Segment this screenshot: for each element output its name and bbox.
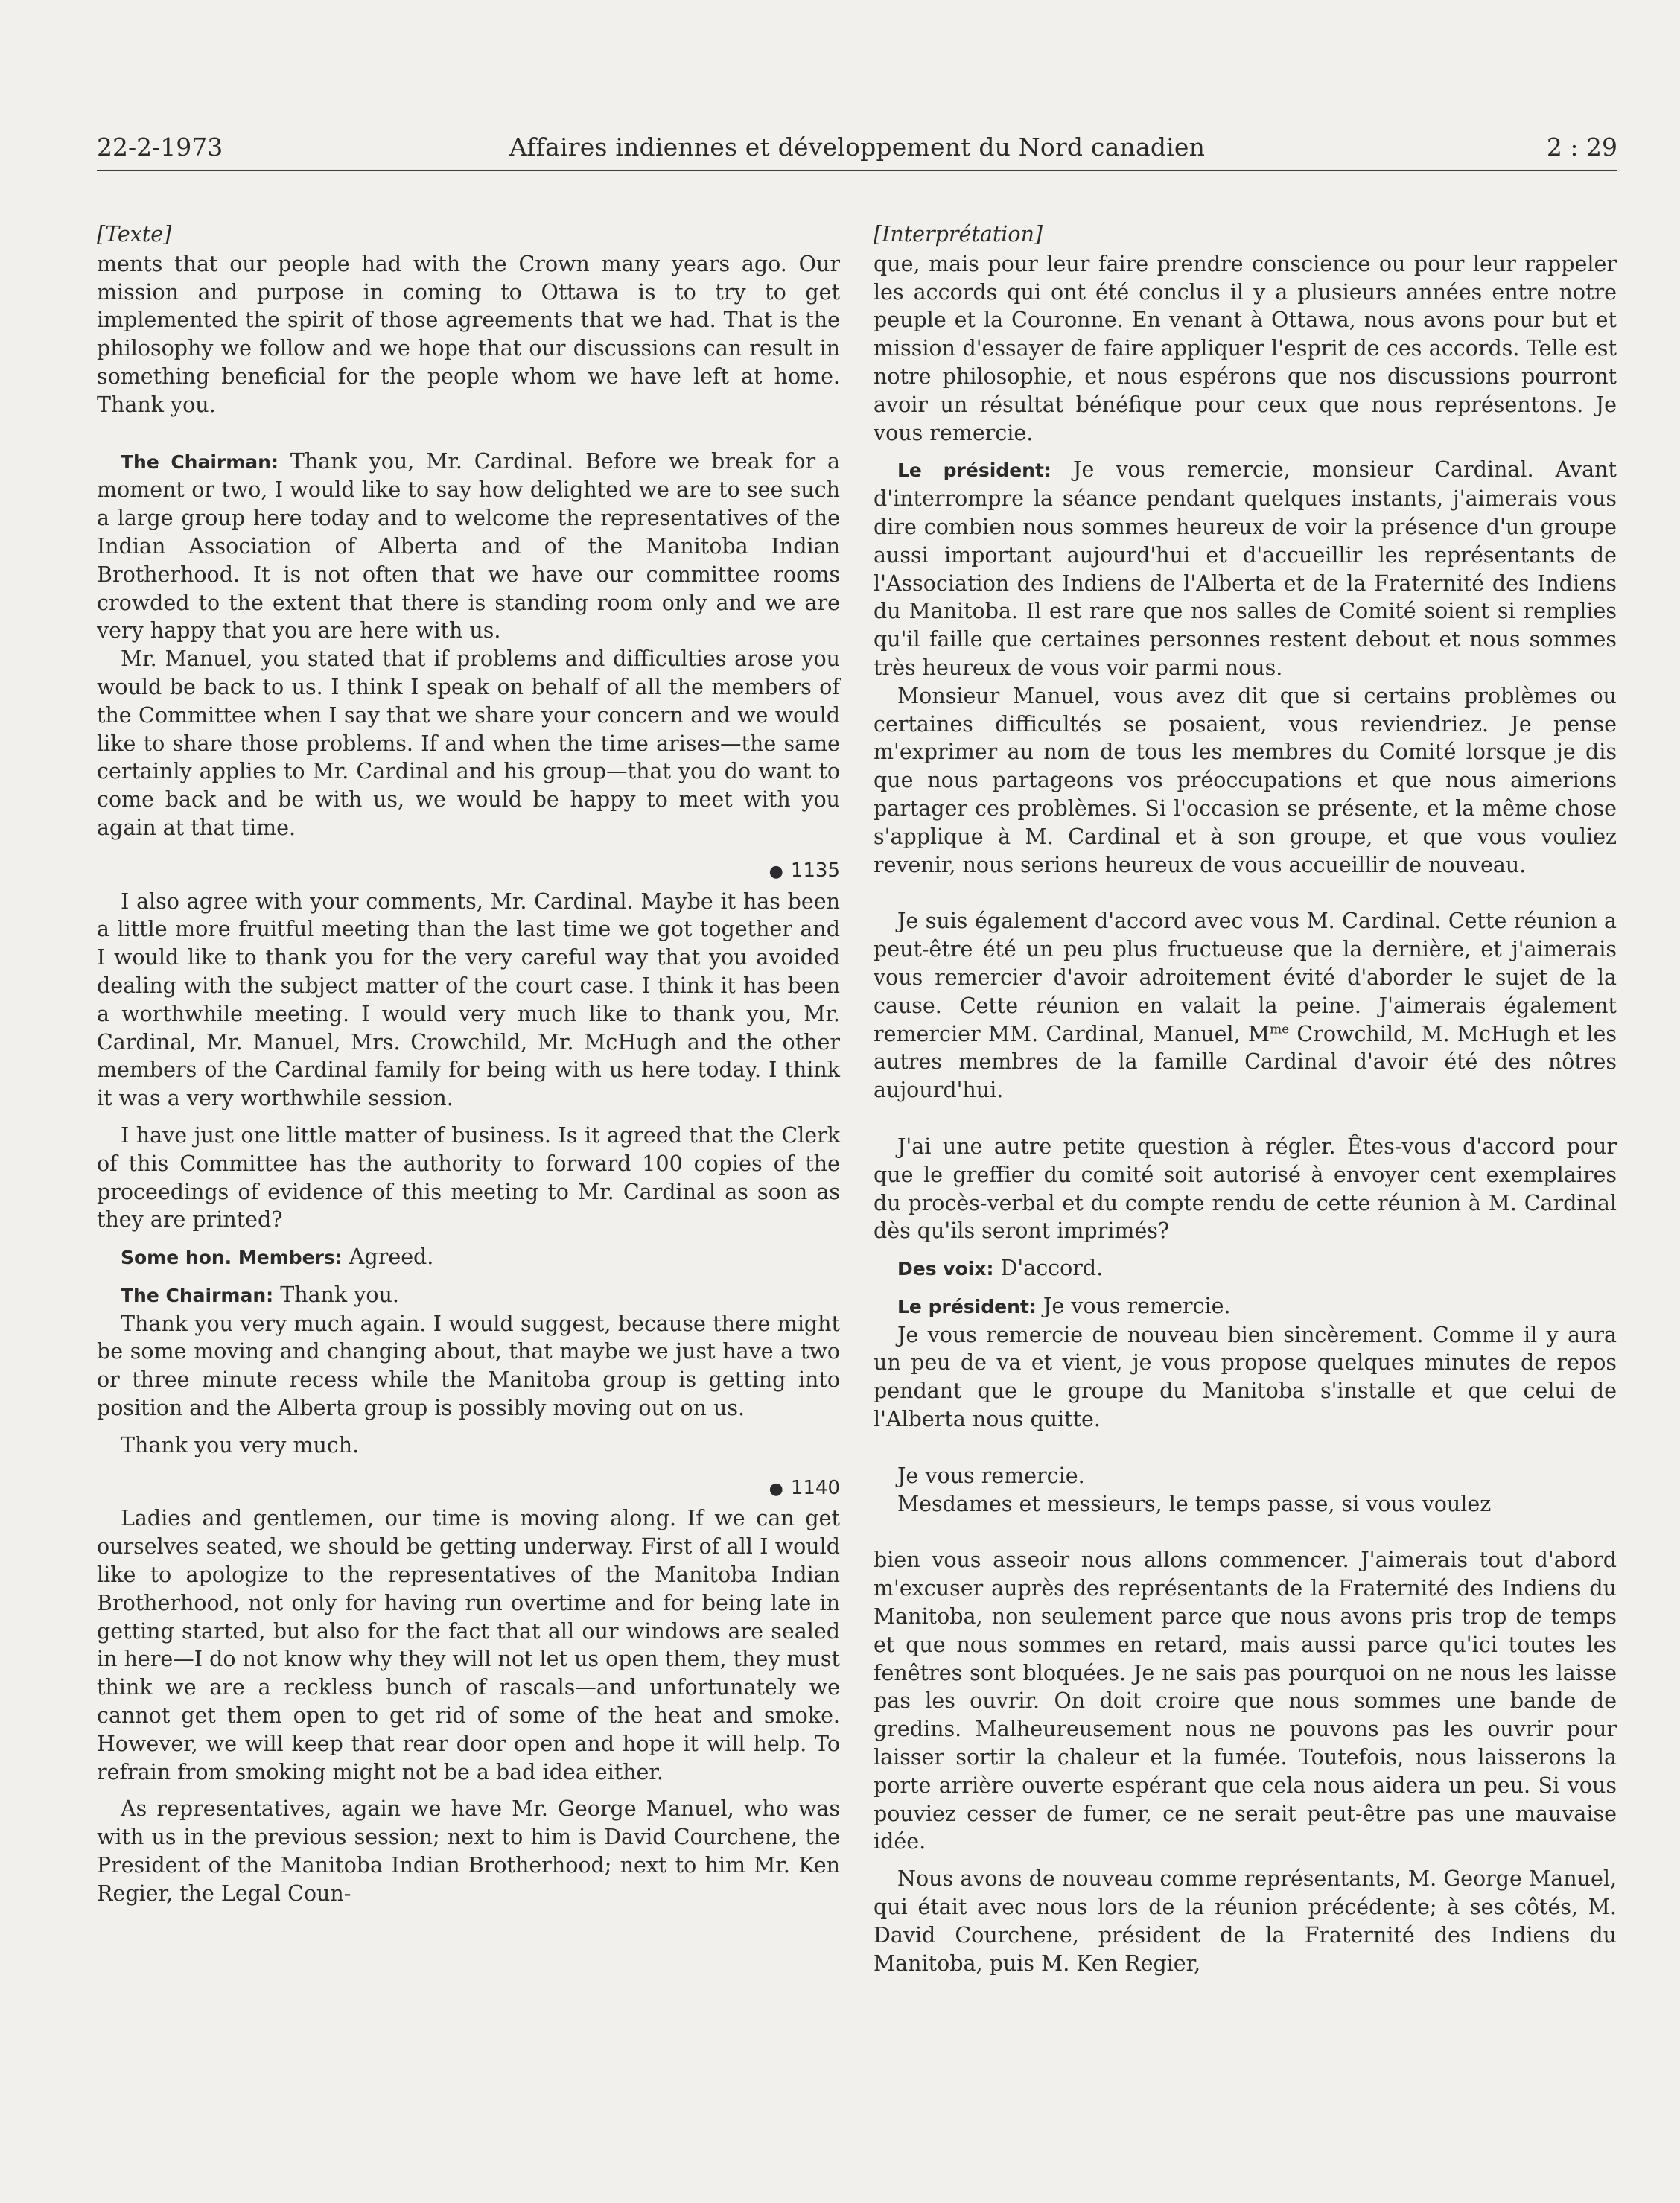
paragraph [874, 1292, 1617, 1321]
speech-text: D'accord. [993, 1256, 1104, 1281]
time-marker: ● 1135 [769, 859, 840, 882]
speech-text: Je vous remercie, monsieur Cardinal. Avant d'interrompre la séance pendant quelques instants, j'aimerais vous dire combien nous sommes heureux de voir la présence d'un groupe aussi important aujourd'hui et d'accueillir les représentants de l'Association des Indiens de l'Alberta et de la Fraternité des Indiens du Manitoba. Il est rare que nos salles de Comité soient si remplies qu'il faille que certaines personnes restent debout et nous sommes très heureux de vous voir parmi nous. [874, 457, 1617, 680]
paragraph: Mesdames et messieurs, le temps passe, si vous voulez [897, 1491, 1492, 1516]
paragraph: I have just one little matter of business. Is it agreed that the Clerk of this Committee has the authority to forward 100 copies of the proceedings of evidence of this meeting to Mr. Cardinal as soon as they are printed? [97, 1122, 840, 1233]
paragraph: Thank you very much. [121, 1432, 360, 1457]
french-column [874, 220, 1617, 1977]
column-label: [Interprétation] [874, 222, 1043, 247]
english-column [97, 220, 840, 1908]
column-label: [Texte] [97, 222, 172, 247]
paragraph: Je suis également d'accord avec vous M. Cardinal. Cette réunion a peut-être été un peu plus fructueuse que la dernière, et j'aimerais vous remercier d'avoir adroitement évité d'aborder le sujet de la cause. Cette réunion en valait la peine. J'aimerais également remercier MM. Cardinal, Manuel, $M^{me}$ Crowchild, M. McHugh et les autres membres de la famille Cardinal d'avoir été des nôtres aujourd'hui. [874, 909, 1617, 1103]
paragraph: Ladies and gentlemen, our time is moving along. If we can get ourselves seated, we should be getting underway. First of all I would like to apologize to the representatives of the Manitoba Indian Brotherhood, not only for having run overtime and for being late in getting started, but also for the fact that all our windows are sealed in here—I do not know why they will not let us open them, they must think we are a reckless bunch of rascals—and unfortunately we cannot get them open to get rid of some of the heat and smoke. However, we will keep that rear door open and hope it will help. To refrain from smoking might not be a bad idea either. [97, 1506, 840, 1784]
header-title: Affaires indiennes et développement du Nord canadien [509, 133, 1206, 162]
speaker-label: Des voix: [897, 1258, 994, 1280]
paragraph: Je vous remercie de nouveau bien sincèrement. Comme il y aura un peu de va et vient, je vous propose quelques minutes de repos pendant que le groupe du Manitoba s'installe et que celui de l'Alberta nous quitte. [874, 1322, 1617, 1432]
running-header [97, 133, 1617, 170]
paragraph [874, 1254, 1617, 1283]
speech-text: Thank you, Mr. Cardinal. Before we break for a moment or two, I would like to say how delighted we are to see such a large group here today and to welcome the representatives of the Indian Association of Alberta and of the Manitoba Indian Brotherhood. It is not often that we have our committee rooms crowded to the extent that there is standing room only and we are very happy that you are here with us. [97, 448, 841, 643]
paragraph: Nous avons de nouveau comme représentants, M. George Manuel, qui était avec nous lors de la réunion précédente; à ses côtés, M. David Courchene, président de la Fraternité des Indiens du Manitoba, puis M. Ken Regier, [874, 1866, 1617, 1976]
paragraph: J'ai une autre petite question à régler. Êtes-vous d'accord pour que le greffier du comité soit autorisé à envoyer cent exemplaires du procès-verbal et du compte rendu de cette réunion à M. Cardinal dès qu'ils seront imprimés? [874, 1134, 1617, 1244]
paragraph [97, 448, 840, 646]
speaker-label: The Chairman: [121, 1284, 274, 1306]
paragraph: ments that our people had with the Crown many years ago. Our mission and purpose in coming to Ottawa is to try to get implemented the spirit of those agreements that we had. That is the philosophy we follow and we hope that our discussions can result in something beneficial for the people whom we have left at home. Thank you. [97, 251, 840, 417]
paragraph [97, 1243, 840, 1272]
paragraph: Thank you very much again. I would suggest, because there might be some moving and changing about, that maybe we just have a two or three minute recess while the Manitoba group is getting into position and the Alberta group is possibly moving out on us. [97, 1311, 840, 1421]
header-date: 22-2-1973 [97, 133, 223, 162]
speech-text: Thank you. [273, 1282, 399, 1307]
paragraph: As representatives, again we have Mr. George Manuel, who was with us in the previous session; next to him is David Courchene, the President of the Manitoba Indian Brotherhood; next to him Mr. Ken Regier, the Legal Coun- [97, 1796, 840, 1906]
paragraph [874, 456, 1617, 681]
speaker-label: The Chairman: [121, 451, 279, 473]
speech-text: Je vous remercie. [1036, 1293, 1231, 1318]
paragraph [97, 1281, 840, 1310]
time-marker: ● 1140 [769, 1476, 840, 1499]
paragraph: que, mais pour leur faire prendre conscience ou pour leur rappeler les accords qui ont été conclus il y a plusieurs années entre notre peuple et la Couronne. En venant à Ottawa, nous avons pour but et mission d'essayer de faire appliquer l'esprit de ces accords. Telle est notre philosophie, et nous espérons que nos discussions pourront avoir un résultat bénéfique pour ceux que nous représentons. Je vous remercie. [874, 251, 1617, 445]
paragraph: I also agree with your comments, Mr. Cardinal. Maybe it has been a little more fruitful meeting than the last time we got together and I would like to thank you for the very careful way that you avoided dealing with the subject matter of the court case. I think it has been a worthwhile meeting. I would very much like to thank you, Mr. Cardinal, Mr. Manuel, Mrs. Crowchild, Mr. McHugh and the other members of the Cardinal family for being with us here today. I think it was a very worthwhile session. [97, 888, 840, 1111]
speaker-label: Le président: [897, 1295, 1037, 1317]
speech-text: Agreed. [342, 1244, 434, 1270]
speaker-label: Some hon. Members: [121, 1247, 343, 1269]
paragraph: Mr. Manuel, you stated that if problems and difficulties arose you would be back to us. I think I speak on behalf of all the members of the Committee when I say that we share your concern and we would like to share those problems. If and when the time arises—the same certainly applies to Mr. Cardinal and his group—that you do want to come back and be with us, we would be happy to meet with you again at that time. [97, 646, 840, 840]
speaker-label: Le président: [897, 460, 1051, 482]
paragraph: bien vous asseoir nous allons commencer. J'aimerais tout d'abord m'excuser auprès des représentants de la Fraternité des Indiens du Manitoba, non seulement parce que nous avons pris trop de temps et que nous sommes en retard, mais aussi parce qu'ici toutes les fenêtres sont bloquées. Je ne sais pas pourquoi on ne nous les laisse pas les ouvrir. On doit croire que nous sommes une bande de gredins. Malheureusement nous ne pouvons pas les ouvrir pour laisser sortir la chaleur et la fumée. Toutefois, nous laisserons la porte arrière ouverte espérant que cela nous aidera un peu. Si vous pouviez cesser de fumer, ce ne serait peut-être pas une mauvaise idée. [874, 1548, 1617, 1854]
page-number: 2 : 29 [1546, 133, 1617, 162]
paragraph: Je vous remercie. [897, 1463, 1085, 1488]
header-rule [97, 170, 1617, 171]
paragraph: Monsieur Manuel, vous avez dit que si certains problèmes ou certaines difficultés se posaient, vous reviendriez. Je pense m'exprimer au nom de tous les membres du Comité lorsque je dis que nous partageons vos préoccupations et que nous aimerions partager ces problèmes. Si l'occasion se présente, et la même chose s'applique à M. Cardinal et à son groupe, et que vous vouliez revenir, nous serions heureux de vous accueillir de nouveau. [874, 683, 1617, 877]
